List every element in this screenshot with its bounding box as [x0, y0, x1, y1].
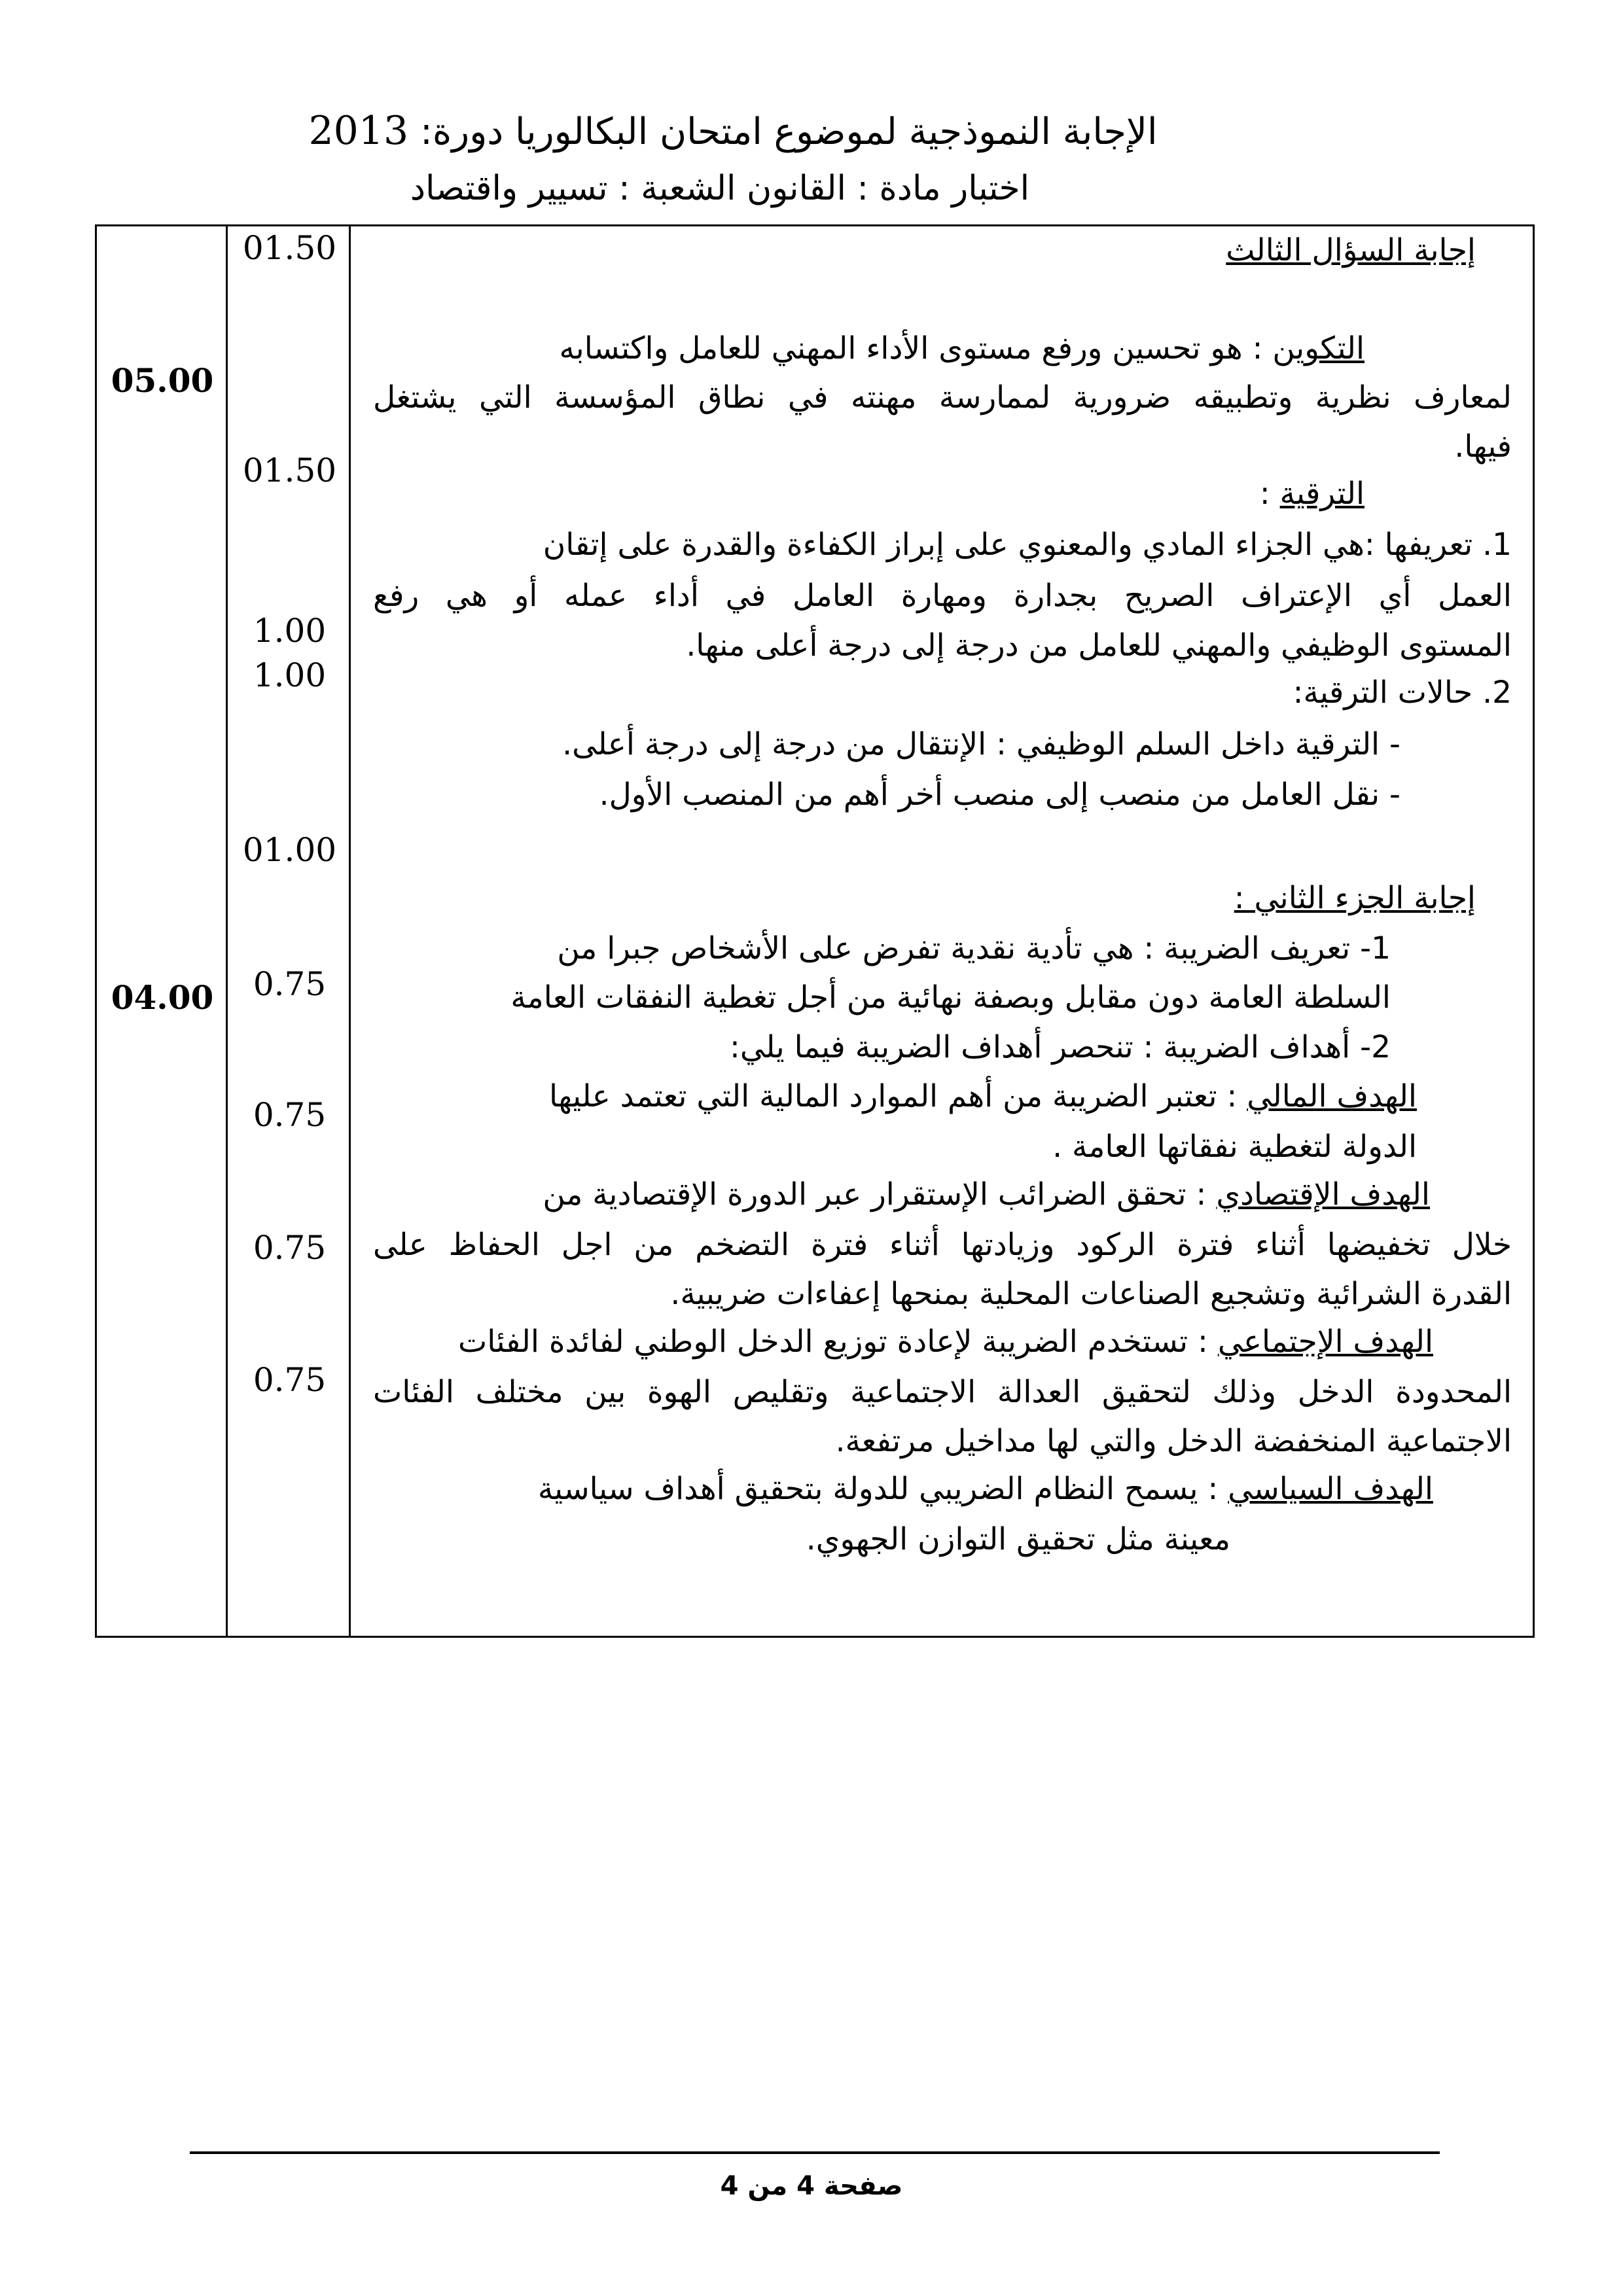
goal-social-line-1: الهدف الإجتماعي : تستخدم الضريبة لإعادة توزيع الدخل الوطني لفائدة الفئات: [457, 1324, 1433, 1360]
goal-political-line-2: معينة مثل تحقيق التوازن الجهوي.: [806, 1521, 1230, 1557]
document-subtitle: اختبار مادة : القانون الشعبة : تسيير واقتصاد: [410, 169, 1030, 208]
promotion-case-1: - الترقية داخل السلم الوظيفي : الإنتقال من درجة إلى درجة أعلى.: [562, 726, 1400, 762]
goal-financial-line-2: الدولة لتغطية نفقاتها العامة .: [1052, 1129, 1417, 1165]
tax-def-line-1: 1- تعريف الضريبة : هي تأدية نقدية تفرض على الأشخاص جبرا من: [557, 930, 1391, 966]
goal-financial-line-1: الهدف المالي : تعتبر الضريبة من أهم الموارد المالية التي تعتمد عليها: [548, 1078, 1417, 1114]
goal-social-label: الهدف الإجتماعي: [1217, 1324, 1433, 1360]
page-total: 4: [720, 2171, 739, 2201]
part3-heading: إجابة السؤال الثالث: [1226, 232, 1476, 268]
goal-economic-line-3: القدرة الشرائية وتشجيع الصناعات المحلية بمنحها إعفاءات ضريبية.: [670, 1276, 1512, 1312]
total-score-part3: 05.00: [111, 361, 214, 400]
part2-heading: إجابة الجزء الثاني :: [1234, 880, 1476, 916]
goal-social-line-3: الاجتماعية المنخفضة الدخل والتي لها مداخيل مرتفعة.: [835, 1423, 1512, 1459]
mark-goal-social: 0.75: [253, 1229, 327, 1267]
goal-economic-label: الهدف الإقتصادي: [1216, 1176, 1430, 1212]
total-score-part2: 04.00: [111, 978, 214, 1017]
promotion-cases-title: 2. حالات الترقية:: [1293, 675, 1512, 711]
training-line-2: لمعارف نظرية وتطبيقه ضرورية لممارسة مهنته في نطاق المؤسسة التي يشتغل: [373, 380, 1512, 415]
mark-promotion-cases: 1.00: [253, 656, 327, 694]
mark-training: 01.50: [242, 229, 337, 267]
title-text: الإجابة النموذجية لموضوع امتحان البكالوريا دورة:: [408, 111, 1158, 153]
document-title: [0, 108, 1544, 154]
table-divider-marks: [349, 224, 351, 1638]
page-footer: [0, 2171, 1623, 2201]
mark-tax-definition: 01.00: [242, 831, 337, 869]
mark-goal-economic: 0.75: [253, 1096, 327, 1134]
promotion-case-2: - نقل العامل من منصب إلى منصب أخر أهم من المنصب الأول.: [599, 777, 1400, 813]
page-of-label: من: [747, 2171, 788, 2201]
promotion-def-line-2: العمل أي الإعتراف الصريح بجدارة ومهارة العامل في أداء عمله أو هي رفع: [373, 578, 1512, 614]
promotion-def-line-1: 1. تعريفها :هي الجزاء المادي والمعنوي على إبراز الكفاءة والقدرة على إتقان: [543, 527, 1512, 563]
mark-goal-political: 0.75: [253, 1361, 327, 1399]
mark-promotion-intro: 01.50: [242, 451, 337, 489]
promotion-def-line-3: المستوى الوظيفي والمهني للعامل من درجة إلى درجة أعلى منها.: [686, 627, 1512, 663]
goal-political-label: الهدف السياسي: [1228, 1471, 1433, 1507]
exam-year: 2013: [308, 108, 409, 154]
page-number: 4: [796, 2171, 815, 2201]
training-label: التكوين: [1272, 330, 1364, 366]
promotion-heading: الترقية :: [1259, 476, 1364, 512]
goal-political-line-1: الهدف السياسي : يسمح النظام الضريبي للدولة بتحقيق أهداف سياسية: [537, 1471, 1433, 1507]
table-divider-totals: [226, 224, 228, 1638]
goal-economic-line-1: الهدف الإقتصادي : تحقق الضرائب الإستقرار عبر الدورة الإقتصادية من: [543, 1176, 1430, 1212]
tax-def-line-2: السلطة العامة دون مقابل وبصفة نهائية من أجل تغطية النفقات العامة: [510, 980, 1391, 1016]
goal-economic-line-2: خلال تخفيضها أثناء فترة الركود وزيادتها أثناء فترة التضخم من اجل الحفاظ على: [373, 1227, 1512, 1263]
page-label: صفحة: [823, 2171, 903, 2201]
training-line-3: فيها.: [1454, 429, 1512, 465]
footer-divider: [190, 2151, 1440, 2154]
mark-goal-financial: 0.75: [253, 965, 327, 1003]
goal-financial-label: الهدف المالي: [1247, 1078, 1417, 1114]
tax-goals-title: 2- أهداف الضريبة : تنحصر أهداف الضريبة فيما يلي:: [730, 1029, 1391, 1065]
training-line-1: التكوين : هو تحسين ورفع مستوى الأداء المهني للعامل واكتسابه: [559, 330, 1364, 366]
mark-promotion-definition: 1.00: [253, 612, 327, 650]
goal-social-line-2: المحدودة الدخل وذلك لتحقيق العدالة الاجتماعية وتقليص الهوة بين مختلف الفئات: [373, 1374, 1512, 1410]
